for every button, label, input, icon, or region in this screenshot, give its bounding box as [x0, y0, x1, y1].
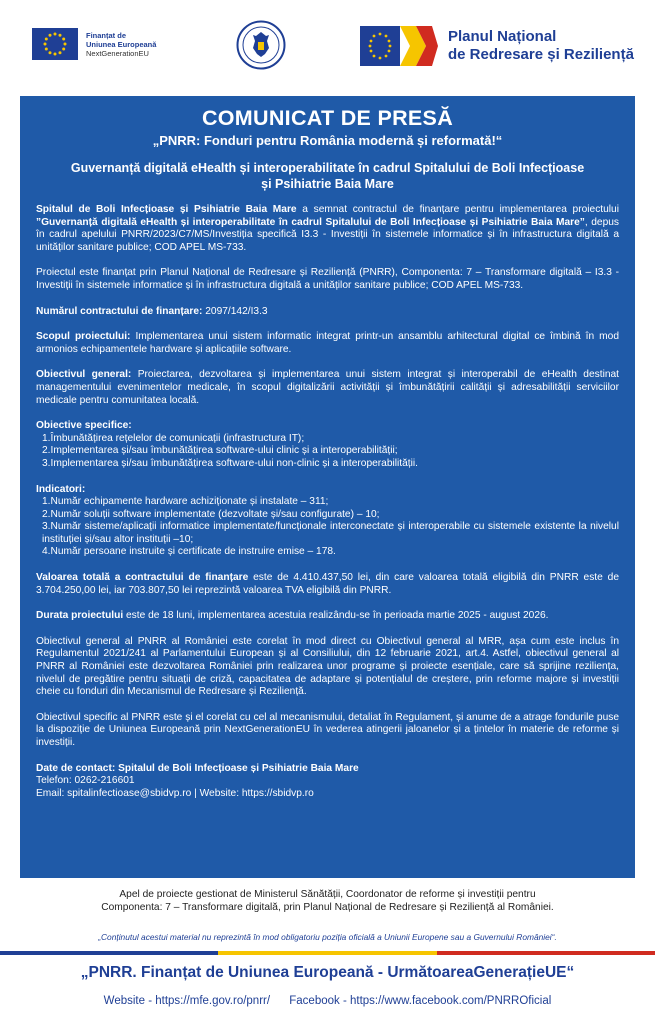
contact-phone: Telefon: 0262-216601	[36, 775, 135, 787]
intro-paragraph	[36, 204, 619, 254]
government-seal-icon	[236, 20, 286, 70]
scope-paragraph	[36, 331, 619, 356]
pnrr-logo	[360, 24, 634, 68]
indicators	[36, 484, 619, 560]
page-title: COMUNICAT DE PRESĂ	[201, 106, 454, 130]
project-title-line-2: și Psihiatrie Baia Mare	[261, 177, 394, 191]
general-objective-text: Proiectarea, dezvoltarea și implementarea unui sistem integrat și interoperabil de eHealth destinat managementului evenimentelor medicale, în scopul digitalizării activității și îmbunătățirii calității și adresabilității serviciilor medicale pentru comunitatea locală.	[36, 369, 619, 406]
pnrr-line-2: de Redresare și Reziliență	[448, 46, 634, 63]
contract-label: Numărul contractului de finanțare:	[36, 305, 203, 317]
eu-flag-icon	[32, 28, 78, 60]
press-release-panel	[20, 96, 635, 878]
list-item: 2.Număr soluții software implementate (dezvoltate și/sau configurate) – 10;	[42, 508, 380, 520]
general-objective-label: Obiectivul general:	[36, 369, 132, 381]
list-item: 2.Implementarea și/sau îmbunătățirea software-ului clinic și a interoperabilității;	[42, 445, 398, 457]
eu-line-2: Uniunea Europeană	[86, 39, 157, 49]
list-item: 1.Îmbunătățirea rețelelor de comunicații (infrastructura IT);	[42, 432, 305, 444]
duration-paragraph	[36, 610, 619, 623]
contract-value: 2097/142/I3.3	[202, 305, 268, 317]
value-label: Valoarea totală a contractului de finanțare	[36, 572, 249, 584]
disclaimer: „Conținutul acestui material nu reprezintă în mod obligatoriu poziția oficială a Uniunii Europene sau a Guvernului României“.	[98, 932, 557, 942]
facebook-link[interactable]: Facebook - https://www.facebook.com/PNRROficial	[289, 995, 552, 1007]
value-text: este de 4.410.437,50 lei, din care valoarea totală eligibilă din PNRR este de 3.704.250,00 lei, iar 703.807,50 lei reprezintă valoarea TVA eligibilă din PNRR.	[36, 572, 619, 596]
intro-text-a: a semnat contractul de finanțare pentru implementarea proiectului	[296, 204, 619, 215]
pnrr-line-1: Planul Național	[448, 28, 557, 45]
header	[0, 0, 655, 92]
contract-value-paragraph	[36, 572, 619, 597]
eu-line-3: NextGenerationEU	[86, 48, 149, 58]
eu-line-1: Finanțat de	[86, 30, 127, 40]
intro-text-b: , depus în cadrul apelului PNRR/2023/C7/MS/Investiția specifică I3.3 - Investiții în sistemele informatice și în infrastructura digitală a unităților sanitare publice; COD APEL MS-733.	[36, 216, 619, 253]
list-item: 3.Număr sisteme/aplicații informatice implementate/funcționale interconectate și interoperabile cu sistemele existente la nivelul instituției și/sau altor instituții –10;	[42, 521, 619, 545]
project-title-line-1: Guvernanță digitală eHealth și interoperabilitate în cadrul Spitalului de Boli Infecțioase	[70, 161, 585, 175]
project-name: ”Guvernanță digitală eHealth și interoperabilitate în cadrul Spitalului de Boli Infecțioase și Psihiatrie Baia Mare”	[36, 216, 585, 228]
footer-links	[0, 995, 655, 1007]
tricolor-divider	[0, 951, 655, 955]
general-objective-paragraph	[36, 369, 619, 407]
duration-text: este de 18 luni, implementarea acestuia realizându-se în perioada martie 2025 - august 2026.	[123, 610, 549, 622]
page-subtitle: „PNRR: Fonduri pentru România modernă și reformată!“	[152, 133, 503, 148]
footer-note-line-1: Apel de proiecte gestionat de Ministerul Sănătății, Coordonator de reforme și investiții pentru	[119, 889, 536, 900]
list-item: 3.Implementarea și/sau îmbunătățirea software-ului non-clinic și a interoperabilității.	[42, 457, 418, 469]
specific-objective-paragraph: Obiectivul specific al PNRR este și el corelat cu cel al mecanismului, detaliat în Regulament, și anume de a atrage fondurile puse la dispoziție de Uniunea Europeană prin NextGenerationEU în vederea atingerii jaloanelor și a țintelor în materie de reforme și investiții.	[36, 711, 619, 748]
website-link[interactable]: Website - https://mfe.gov.ro/pnrr/	[103, 995, 271, 1007]
contact-email: Email: spitalinfectioase@sbidvp.ro | Website: https://sbidvp.ro	[36, 787, 314, 799]
beneficiary-name: Spitalul de Boli Infecțioase și Psihiatrie Baia Mare	[36, 204, 297, 215]
funding-paragraph: Proiectul este finanțat prin Planul Național de Redresare și Reziliență (PNRR), Componenta: 7 – Transformare digitală – I3.3 - Investiții în sistemele informatice și în infrastructura digitală a unităților sanitare publice; COD APEL MS-733.	[36, 267, 619, 291]
footer-note	[0, 888, 655, 914]
list-item: 4.Număr persoane instruite și certificate de instruire emise – 178.	[42, 546, 336, 558]
contract-number	[36, 306, 619, 319]
scope-text: Implementarea unui sistem informatic integrat printr-un ansamblu arhitectural digital ce îmbină în mod armonios echipamentele hardware și aplicațiile software.	[36, 331, 619, 355]
contact-label: Date de contact: Spitalul de Boli Infecțioase și Psihiatrie Baia Mare	[36, 762, 359, 774]
footer-note-line-2: Componenta: 7 – Transformare digitală, prin Planul Național de Redresare și Reziliență al României.	[101, 902, 554, 913]
scope-label: Scopul proiectului:	[36, 331, 131, 343]
pnrr-logo-icon	[360, 24, 440, 68]
eu-funding-logo	[32, 28, 156, 60]
project-title	[36, 160, 619, 192]
specific-objectives-label: Obiective specifice:	[36, 420, 132, 432]
contact-block	[36, 763, 619, 801]
list-item: 1.Număr echipamente hardware achiziționate și instalate – 311;	[42, 496, 329, 508]
duration-label: Durata proiectului	[36, 610, 124, 622]
specific-objectives	[36, 420, 619, 470]
mrr-paragraph: Obiectivul general al PNRR al României este corelat în mod direct cu Obiectivul general al MRR, așa cum este inclus în Regulamentul 2021/241 al Parlamentului European și al Consiliului, din 12 februarie 2021, art.4. Astfel, obiectivul general al PNRR al României este dezvoltarea României prin realizarea unor programe și proiecte esențiale, care să sprijine reziliența, nivelul de pregătire pentru situații de criză, capacitatea de adaptare și potențialul de creștere, prin reforme majore și investiții cheie cu fonduri din Mecanismul de Redresare și Reziliență.	[36, 635, 619, 698]
slogan: „PNRR. Finanțat de Uniunea Europeană - UrmătoareaGenerațieUE“	[80, 964, 575, 981]
indicators-label: Indicatori:	[36, 483, 86, 495]
